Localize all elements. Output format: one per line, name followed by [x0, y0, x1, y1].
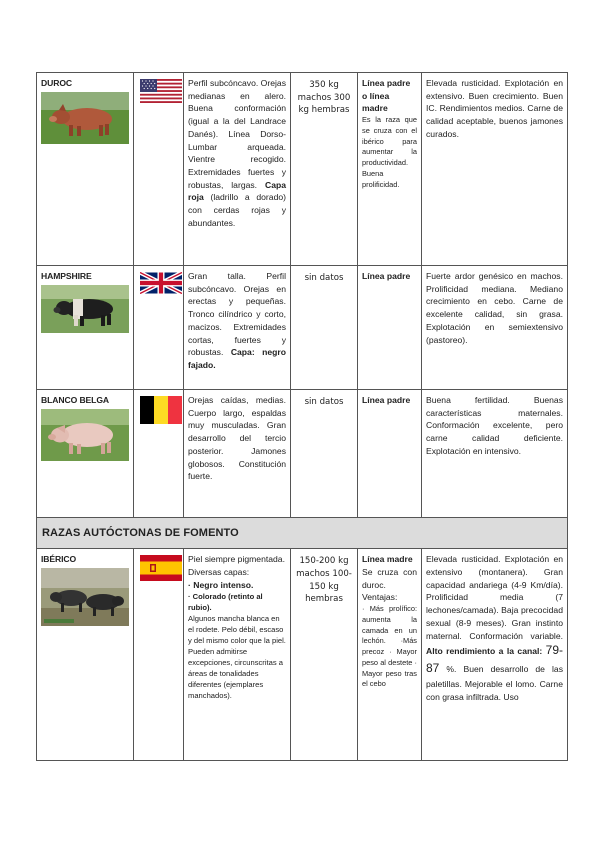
role-cell: [358, 549, 422, 761]
notes-cell: Elevada rusticidad. Explotación en extensivo. Buen crecimiento. Buen IC. Rendimientos medios. Carne de calidad aceptable, buenos jamones curados.: [422, 73, 568, 266]
uk-flag-icon: [140, 272, 182, 294]
role-title: Línea padre: [362, 395, 411, 405]
notes-text: Elevada rusticidad. Explotación en extensivo (montanera). Gran capacidad andariega (4-9 Km/día). Prolificidad media (7 lechones/camada). Baja precocidad sexual (8-9 meses). Gran instinto maternal. Conformación variable.: [426, 554, 563, 641]
notes-percentage: 79-87: [426, 643, 564, 676]
description-text: Perfil subcóncavo. Orejas medianas en alero. Buena conformación (igual a la del Landrace Danés). Línea Dorso-Lumbar arqueada. Vientre recogido. Extremidades fuertes y robustas, largas.: [188, 78, 286, 190]
breed-name: DUROC: [41, 78, 73, 88]
role-text: Se cruza con duroc.: [362, 566, 417, 590]
weight-cell: sin datos: [291, 390, 358, 518]
description-intro: Piel siempre pigmentada. Diversas capas:: [188, 554, 285, 577]
coat-black: · Negro intenso.: [188, 579, 254, 590]
coat-label: Capa roja: [188, 179, 286, 203]
breed-cell: [37, 549, 134, 761]
coat-text: (ladrillo a dorado) con cerdas rojas y abundantes.: [188, 192, 286, 228]
description-cell: Orejas caídas, medias. Cuerpo largo, espaldas muy musculadas. Gran desarrollo del tercio posterior. Jamones globosos. Constitución fuerte.: [184, 390, 291, 518]
table-row: [37, 266, 568, 390]
weight-cell: sin datos: [291, 266, 358, 390]
role-title: Línea padre: [362, 271, 411, 281]
weight-cell: 350 kg machos 300 kg hembras: [291, 73, 358, 266]
breed-name: IBÉRICO: [41, 554, 77, 565]
notes-bold: Alto rendimiento a la canal:: [426, 646, 543, 657]
flag-cell: [134, 549, 184, 761]
breed-name: BLANCO BELGA: [41, 395, 110, 405]
coat-label: Capa: negro fajado.: [188, 347, 287, 371]
description-cell: [184, 266, 291, 390]
description-small: Algunos mancha blanca en el rodete. Pelo débil, escaso y del mismo color que la piel. Pueden admitirse excepciones, circunscritas a áreas de tonalidades diferentes (ejemplares manchados).: [188, 614, 286, 701]
role-text: Es la raza que se cruza con el ibérico para aumentar la productividad. Buena prolificidad.: [362, 115, 417, 189]
table-row: [37, 390, 568, 518]
spain-flag-icon: [140, 555, 182, 581]
role-advantages-label: Ventajas:: [362, 592, 398, 603]
table-row: [37, 549, 568, 761]
breeds-table: [36, 72, 568, 761]
breed-cell: [37, 266, 134, 390]
role-cell: [358, 390, 422, 518]
section-header-row: [37, 518, 568, 549]
duroc-pig-photo: [41, 92, 129, 144]
role-advantages: · Más prolífico: aumenta la camada en un lechón. ·Más precoz · Mayor peso al destete · Mayor peso tras el cebo: [362, 604, 417, 689]
breed-cell: [37, 390, 134, 518]
breed-cell: [37, 73, 134, 266]
belgium-flag-icon: [140, 396, 182, 424]
notes-cell: Fuerte ardor genésico en machos. Prolificidad mediana. Mediano crecimiento en cebo. Carne de excelente calidad, sin grasa. Explotación en semiextensivo (pastoreo).: [422, 266, 568, 390]
description-cell: [184, 549, 291, 761]
role-cell: [358, 266, 422, 390]
description-cell: [184, 73, 291, 266]
weight-cell: 150-200 kg machos 100-150 kg hembras: [291, 549, 358, 761]
flag-cell: [134, 266, 184, 390]
hampshire-pig-photo: [41, 285, 129, 333]
flag-cell: [134, 73, 184, 266]
notes-cell: [422, 549, 568, 761]
section-title: RAZAS AUTÓCTONAS DE FOMENTO: [37, 518, 568, 549]
flag-cell: [134, 390, 184, 518]
role-title: Línea madre: [362, 554, 413, 565]
coat-red: · Colorado (retinto al rubio).: [188, 592, 263, 613]
notes-cell: Buena fertilidad. Buenas características maternales. Conformación excelente, pero carne calidad deficiente. Explotación en intensivo.: [422, 390, 568, 518]
role-title: Línea padre o línea madre: [362, 78, 411, 114]
description-text: Gran talla. Perfil subcóncavo. Orejas en erectas y pequeñas. Tronco cilíndrico y corto, macizos. Extremidades cortas, fuertes y robustas.: [188, 271, 286, 358]
breed-name: HAMPSHIRE: [41, 271, 92, 281]
blanco-belga-pig-photo: [41, 409, 129, 461]
usa-flag-icon: [140, 79, 182, 103]
iberico-pig-photo: [41, 568, 129, 626]
notes-tail: %. Buen desarrollo de las paletillas. Mejorable el lomo. Carne con grasa infiltrada. Uso: [426, 664, 563, 702]
table-row: [37, 73, 568, 266]
role-cell: [358, 73, 422, 266]
